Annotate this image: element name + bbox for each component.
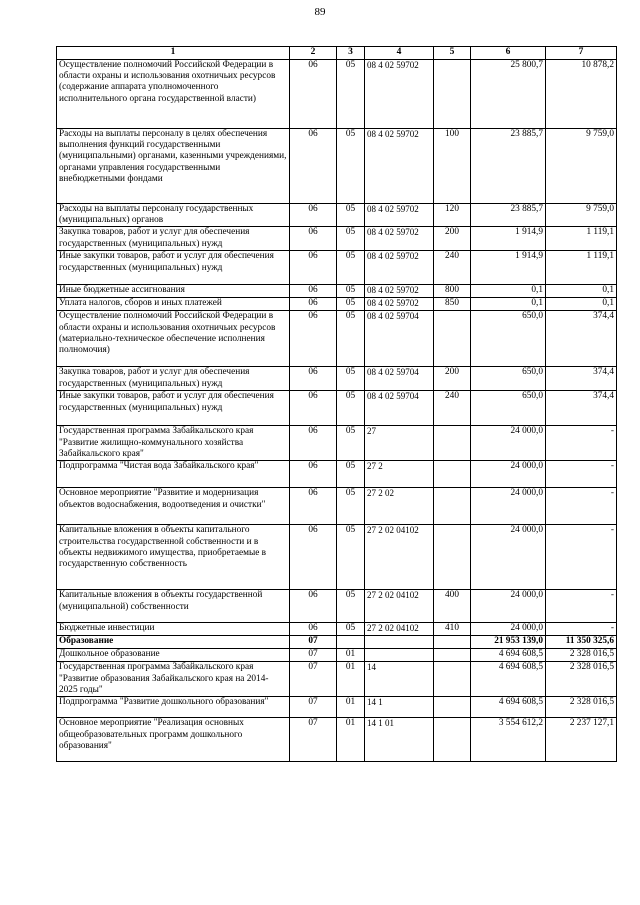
row-target-code: 08 4 02 59702 bbox=[365, 227, 434, 251]
row-target-code: 08 4 02 59702 bbox=[365, 128, 434, 203]
table-row bbox=[57, 636, 617, 649]
table-row bbox=[57, 623, 617, 636]
row-name: Подпрограмма "Развитие дошкольного образования" bbox=[57, 697, 290, 718]
row-amount-col7: 2 237 127,1 bbox=[546, 718, 617, 762]
row-target-code: 27 bbox=[365, 426, 434, 461]
row-amount-col7: 374,4 bbox=[546, 391, 617, 426]
column-header: 6 bbox=[471, 47, 546, 60]
row-section: 06 bbox=[290, 623, 337, 636]
table-row bbox=[57, 128, 617, 203]
row-subsection: 05 bbox=[337, 128, 365, 203]
row-name: Иные закупки товаров, работ и услуг для обеспечения государственных (муниципальных) нужд bbox=[57, 391, 290, 426]
row-section: 07 bbox=[290, 718, 337, 762]
table-row bbox=[57, 311, 617, 367]
row-expense-type: 850 bbox=[434, 298, 471, 311]
table-row bbox=[57, 649, 617, 662]
row-name: Капитальные вложения в объекты капитального строительства государственной собственности и в объекты недвижимого имущества, приобретаемые в государственную собственность bbox=[57, 525, 290, 590]
table-row bbox=[57, 59, 617, 128]
row-amount-col7: 374,4 bbox=[546, 367, 617, 391]
row-section: 06 bbox=[290, 128, 337, 203]
row-subsection: 05 bbox=[337, 590, 365, 623]
row-section: 07 bbox=[290, 649, 337, 662]
budget-table bbox=[56, 46, 617, 762]
row-target-code bbox=[365, 649, 434, 662]
row-subsection: 05 bbox=[337, 367, 365, 391]
row-target-code: 08 4 02 59702 bbox=[365, 203, 434, 227]
row-expense-type bbox=[434, 718, 471, 762]
row-expense-type bbox=[434, 636, 471, 649]
row-target-code: 08 4 02 59704 bbox=[365, 367, 434, 391]
row-amount-col7: - bbox=[546, 623, 617, 636]
row-expense-type: 240 bbox=[434, 391, 471, 426]
row-section: 06 bbox=[290, 461, 337, 488]
row-amount-col6: 1 914,9 bbox=[471, 251, 546, 285]
row-name: Основное мероприятие "Развитие и модернизация объектов водоснабжения, водоотведения и очистки" bbox=[57, 488, 290, 525]
row-expense-type: 200 bbox=[434, 227, 471, 251]
row-section: 06 bbox=[290, 488, 337, 525]
row-target-code: 14 1 01 bbox=[365, 718, 434, 762]
row-name: Государственная программа Забайкальского края "Развитие жилищно-коммунального хозяйства Забайкальского края" bbox=[57, 426, 290, 461]
row-amount-col7: - bbox=[546, 488, 617, 525]
row-expense-type bbox=[434, 461, 471, 488]
row-name: Бюджетные инвестиции bbox=[57, 623, 290, 636]
row-name: Уплата налогов, сборов и иных платежей bbox=[57, 298, 290, 311]
table-row bbox=[57, 298, 617, 311]
row-target-code: 08 4 02 59702 bbox=[365, 298, 434, 311]
row-section: 06 bbox=[290, 203, 337, 227]
row-target-code: 27 2 02 04102 bbox=[365, 623, 434, 636]
row-amount-col7: 0,1 bbox=[546, 298, 617, 311]
row-amount-col7: 2 328 016,5 bbox=[546, 697, 617, 718]
row-amount-col7: 9 759,0 bbox=[546, 128, 617, 203]
row-subsection: 05 bbox=[337, 488, 365, 525]
row-name: Образование bbox=[57, 636, 290, 649]
table-header-row bbox=[57, 47, 617, 60]
row-amount-col6: 4 694 608,5 bbox=[471, 649, 546, 662]
row-amount-col6: 24 000,0 bbox=[471, 488, 546, 525]
row-amount-col7: 1 119,1 bbox=[546, 227, 617, 251]
row-amount-col6: 650,0 bbox=[471, 311, 546, 367]
row-name: Государственная программа Забайкальского края "Развитие образования Забайкальского края на 2014-2025 годы" bbox=[57, 662, 290, 697]
row-name: Дошкольное образование bbox=[57, 649, 290, 662]
column-header: 7 bbox=[546, 47, 617, 60]
row-amount-col6: 650,0 bbox=[471, 391, 546, 426]
row-section: 06 bbox=[290, 298, 337, 311]
row-expense-type: 240 bbox=[434, 251, 471, 285]
table-row bbox=[57, 426, 617, 461]
row-subsection: 05 bbox=[337, 203, 365, 227]
row-amount-col6: 4 694 608,5 bbox=[471, 697, 546, 718]
row-name: Основное мероприятие "Реализация основных общеобразовательных программ дошкольного образования" bbox=[57, 718, 290, 762]
row-subsection: 05 bbox=[337, 298, 365, 311]
row-target-code: 27 2 02 04102 bbox=[365, 590, 434, 623]
row-name: Иные бюджетные ассигнования bbox=[57, 285, 290, 298]
row-subsection: 01 bbox=[337, 718, 365, 762]
column-header: 2 bbox=[290, 47, 337, 60]
row-target-code: 08 4 02 59702 bbox=[365, 285, 434, 298]
row-subsection: 05 bbox=[337, 525, 365, 590]
row-subsection: 05 bbox=[337, 426, 365, 461]
row-expense-type: 120 bbox=[434, 203, 471, 227]
page-number: 89 bbox=[314, 6, 326, 18]
row-amount-col7: 10 878,2 bbox=[546, 59, 617, 128]
row-amount-col6: 24 000,0 bbox=[471, 426, 546, 461]
row-expense-type bbox=[434, 697, 471, 718]
row-target-code: 08 4 02 59704 bbox=[365, 311, 434, 367]
row-amount-col7: 2 328 016,5 bbox=[546, 662, 617, 697]
table-row bbox=[57, 227, 617, 251]
row-amount-col6: 4 694 608,5 bbox=[471, 662, 546, 697]
row-name: Расходы на выплаты персоналу государственных (муниципальных) органов bbox=[57, 203, 290, 227]
row-amount-col6: 3 554 612,2 bbox=[471, 718, 546, 762]
row-expense-type bbox=[434, 426, 471, 461]
row-expense-type: 800 bbox=[434, 285, 471, 298]
row-amount-col6: 24 000,0 bbox=[471, 623, 546, 636]
row-target-code: 14 bbox=[365, 662, 434, 697]
row-expense-type bbox=[434, 649, 471, 662]
row-expense-type bbox=[434, 311, 471, 367]
row-amount-col7: 0,1 bbox=[546, 285, 617, 298]
row-subsection: 05 bbox=[337, 227, 365, 251]
row-amount-col7: 374,4 bbox=[546, 311, 617, 367]
row-expense-type bbox=[434, 525, 471, 590]
row-target-code: 27 2 bbox=[365, 461, 434, 488]
row-expense-type: 400 bbox=[434, 590, 471, 623]
row-section: 06 bbox=[290, 59, 337, 128]
row-subsection bbox=[337, 636, 365, 649]
row-expense-type: 410 bbox=[434, 623, 471, 636]
row-amount-col6: 25 800,7 bbox=[471, 59, 546, 128]
row-subsection: 05 bbox=[337, 251, 365, 285]
row-amount-col6: 0,1 bbox=[471, 285, 546, 298]
column-header: 1 bbox=[57, 47, 290, 60]
row-subsection: 05 bbox=[337, 285, 365, 298]
row-subsection: 01 bbox=[337, 649, 365, 662]
row-section: 06 bbox=[290, 251, 337, 285]
row-expense-type bbox=[434, 488, 471, 525]
row-section: 07 bbox=[290, 662, 337, 697]
row-name: Подпрограмма "Чистая вода Забайкальского края" bbox=[57, 461, 290, 488]
row-section: 06 bbox=[290, 525, 337, 590]
row-amount-col6: 24 000,0 bbox=[471, 590, 546, 623]
row-target-code: 08 4 02 59704 bbox=[365, 391, 434, 426]
row-subsection: 05 bbox=[337, 623, 365, 636]
row-section: 07 bbox=[290, 697, 337, 718]
row-amount-col6: 1 914,9 bbox=[471, 227, 546, 251]
row-amount-col6: 0,1 bbox=[471, 298, 546, 311]
row-name: Закупка товаров, работ и услуг для обеспечения государственных (муниципальных) нужд bbox=[57, 367, 290, 391]
row-section: 06 bbox=[290, 426, 337, 461]
row-section: 06 bbox=[290, 367, 337, 391]
row-amount-col7: - bbox=[546, 461, 617, 488]
row-amount-col6: 21 953 139,0 bbox=[471, 636, 546, 649]
row-amount-col7: 1 119,1 bbox=[546, 251, 617, 285]
row-section: 06 bbox=[290, 391, 337, 426]
row-amount-col6: 23 885,7 bbox=[471, 203, 546, 227]
row-amount-col7: 2 328 016,5 bbox=[546, 649, 617, 662]
row-name: Закупка товаров, работ и услуг для обеспечения государственных (муниципальных) нужд bbox=[57, 227, 290, 251]
table-row bbox=[57, 203, 617, 227]
row-amount-col6: 24 000,0 bbox=[471, 461, 546, 488]
column-header: 3 bbox=[337, 47, 365, 60]
row-amount-col7: - bbox=[546, 590, 617, 623]
table-row bbox=[57, 662, 617, 697]
table-row bbox=[57, 525, 617, 590]
row-amount-col7: - bbox=[546, 525, 617, 590]
row-subsection: 05 bbox=[337, 391, 365, 426]
row-amount-col7: 9 759,0 bbox=[546, 203, 617, 227]
row-section: 06 bbox=[290, 311, 337, 367]
table-row bbox=[57, 697, 617, 718]
row-target-code bbox=[365, 636, 434, 649]
table-row bbox=[57, 461, 617, 488]
row-target-code: 27 2 02 04102 bbox=[365, 525, 434, 590]
row-subsection: 05 bbox=[337, 59, 365, 128]
row-target-code: 08 4 02 59702 bbox=[365, 59, 434, 128]
row-amount-col7: - bbox=[546, 426, 617, 461]
row-subsection: 05 bbox=[337, 461, 365, 488]
row-amount-col6: 24 000,0 bbox=[471, 525, 546, 590]
table-row bbox=[57, 391, 617, 426]
row-section: 07 bbox=[290, 636, 337, 649]
row-section: 06 bbox=[290, 590, 337, 623]
table-row bbox=[57, 251, 617, 285]
row-subsection: 01 bbox=[337, 662, 365, 697]
row-section: 06 bbox=[290, 285, 337, 298]
row-name: Иные закупки товаров, работ и услуг для обеспечения государственных (муниципальных) нужд bbox=[57, 251, 290, 285]
row-name: Капитальные вложения в объекты государственной (муниципальной) собственности bbox=[57, 590, 290, 623]
row-amount-col6: 650,0 bbox=[471, 367, 546, 391]
row-name: Расходы на выплаты персоналу в целях обеспечения выполнения функций государственными (муниципальными) органами, казенными учреждениями, органами управления государственными внебюджетными фондами bbox=[57, 128, 290, 203]
row-amount-col6: 23 885,7 bbox=[471, 128, 546, 203]
row-target-code: 27 2 02 bbox=[365, 488, 434, 525]
row-expense-type bbox=[434, 662, 471, 697]
row-name: Осуществление полномочий Российской Федерации в области охраны и использования охотничьих ресурсов (содержание аппарата уполномоченного исполнительного органа государственной власти) bbox=[57, 59, 290, 128]
row-target-code: 14 1 bbox=[365, 697, 434, 718]
row-amount-col7: 11 350 325,6 bbox=[546, 636, 617, 649]
row-section: 06 bbox=[290, 227, 337, 251]
table-row bbox=[57, 285, 617, 298]
table-row bbox=[57, 488, 617, 525]
row-subsection: 01 bbox=[337, 697, 365, 718]
column-header: 5 bbox=[434, 47, 471, 60]
table-row bbox=[57, 367, 617, 391]
row-expense-type: 100 bbox=[434, 128, 471, 203]
row-target-code: 08 4 02 59702 bbox=[365, 251, 434, 285]
row-expense-type bbox=[434, 59, 471, 128]
table-row bbox=[57, 590, 617, 623]
table-row bbox=[57, 718, 617, 762]
column-header: 4 bbox=[365, 47, 434, 60]
row-expense-type: 200 bbox=[434, 367, 471, 391]
row-name: Осуществление полномочий Российской Федерации в области охраны и использования охотничьих ресурсов (материально-техническое обеспечение исполнения полномочия) bbox=[57, 311, 290, 367]
row-subsection: 05 bbox=[337, 311, 365, 367]
